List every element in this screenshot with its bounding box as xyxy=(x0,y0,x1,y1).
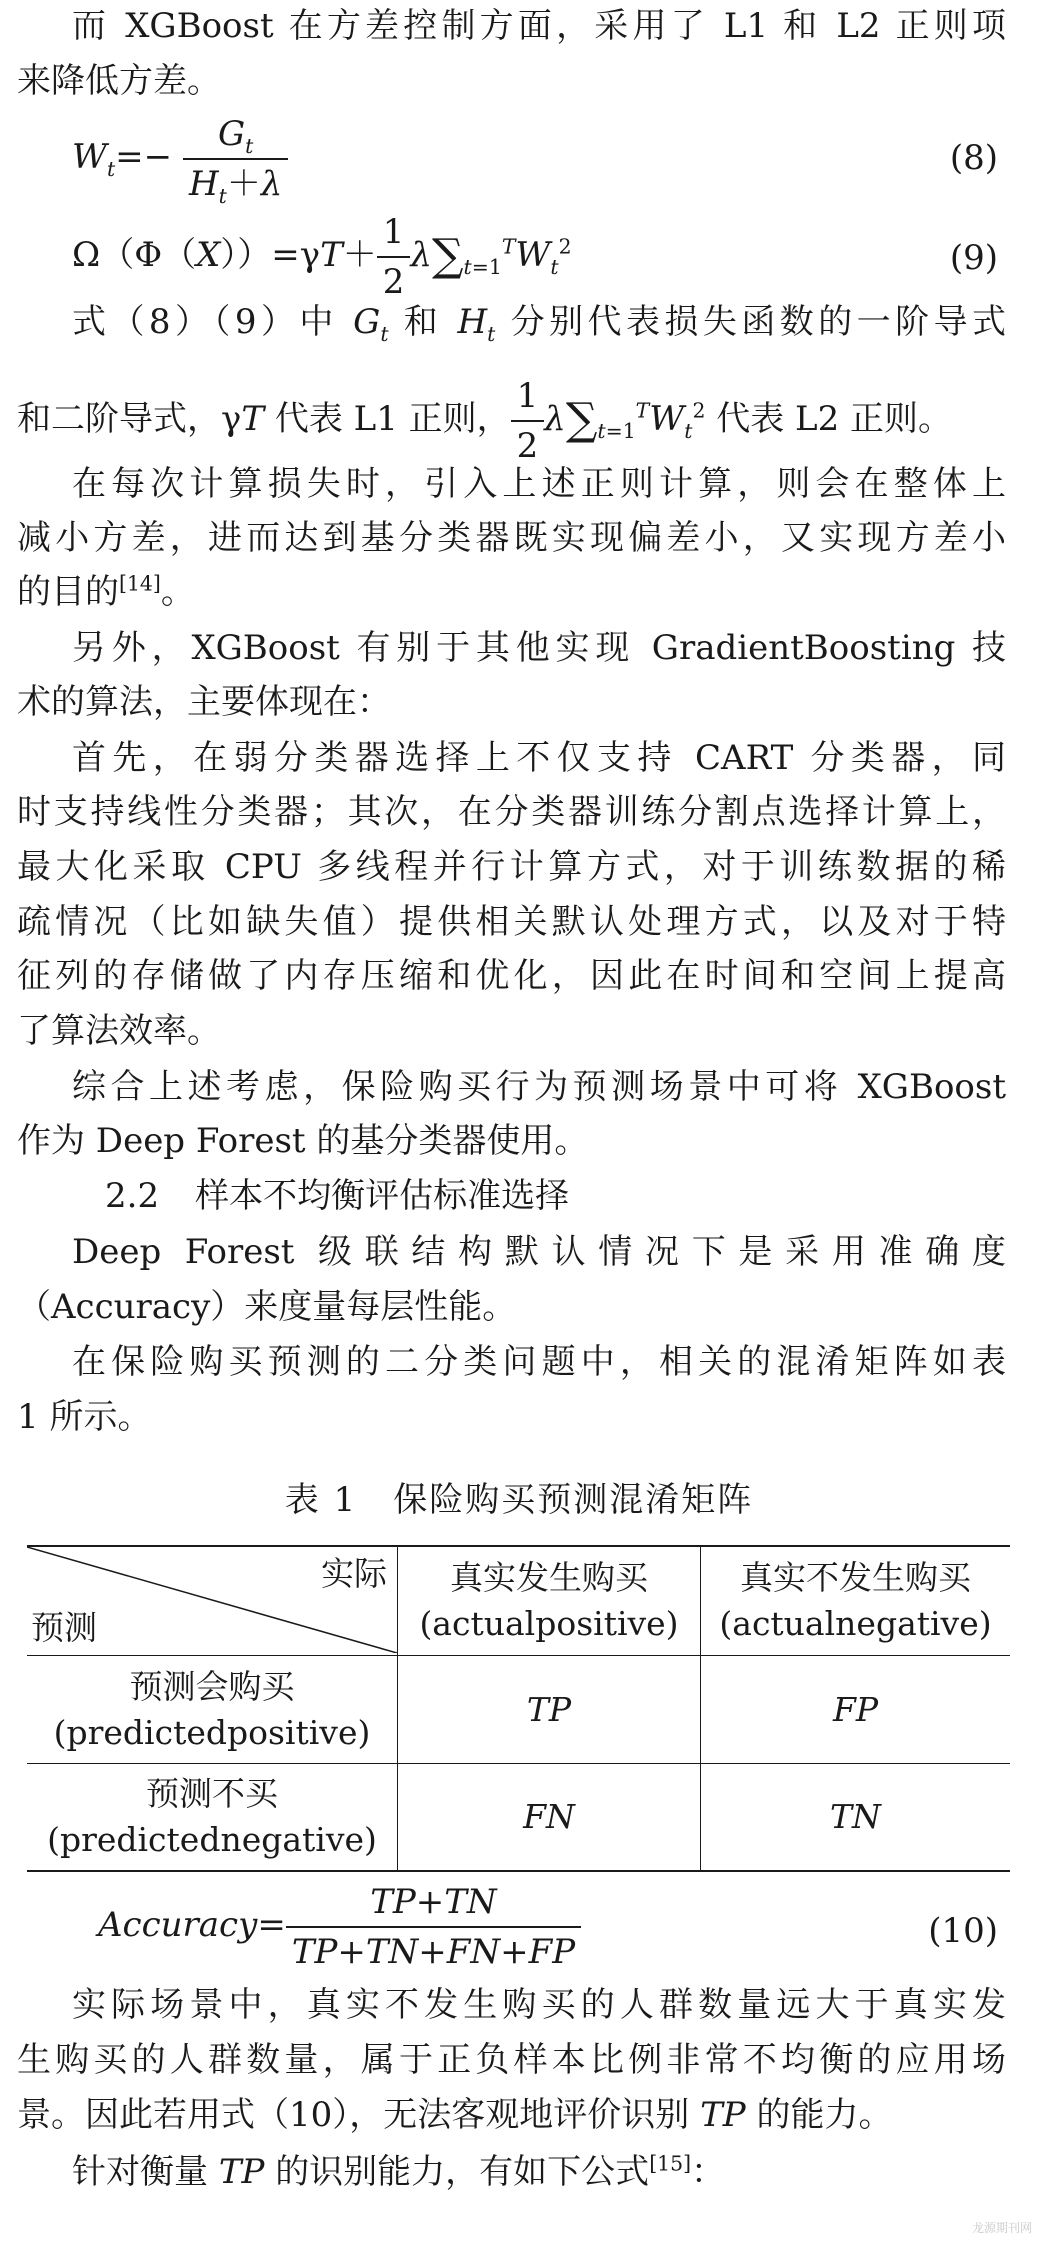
paragraph-line: 而 XGBoost 在方差控制方面，采用了 L1 和 L2 正则项 xyxy=(72,6,1006,46)
watermark: 龙源期刊网 xyxy=(971,2221,1032,2235)
diagonal-header-cell xyxy=(27,1546,398,1656)
paragraph-line: 最大化采取 CPU 多线程并行计算方式，对于训练数据的稀 xyxy=(17,847,1006,887)
section-number: 2.2 xyxy=(105,1176,160,1216)
paragraph-line: 作为 Deep Forest 的基分类器使用。 xyxy=(17,1121,589,1161)
paragraph-line: 的目的[14]。 xyxy=(17,571,195,612)
equation-label: (10) xyxy=(928,1911,998,1951)
citation: [15] xyxy=(649,2151,692,2176)
paragraph-line: Deep Forest 级联结构默认情况下是采用准确度 xyxy=(72,1232,1006,1272)
paragraph-line: 疏情况（比如缺失值）提供相关默认处理方式，以及对于特 xyxy=(17,902,1006,942)
paragraph-line: 1 所示。 xyxy=(17,1397,152,1437)
paragraph-line: 术的算法，主要体现在： xyxy=(17,682,391,722)
equation-8: $W_t=-$ $\frac{G_t}{H_t+\lambda}$ xyxy=(72,112,288,206)
header-actual-negative: 真实不发生购买 (actualnegative) xyxy=(701,1546,1011,1656)
paragraph-line: 实际场景中，真实不发生购买的人群数量远大于真实发 xyxy=(72,1985,1006,2025)
cell-fn: FN xyxy=(398,1764,701,1872)
section-heading xyxy=(105,1172,569,1220)
equation-label: (9) xyxy=(949,238,998,278)
paragraph-line: 征列的存储做了内存压缩和优化，因此在时间和空间上提高 xyxy=(17,956,1006,996)
equation-label: (8) xyxy=(949,138,998,178)
fraction: $\frac{G_t}{H_t+\lambda}$ xyxy=(183,112,288,206)
paragraph-line: 在每次计算损失时，引入上述正则计算，则会在整体上 xyxy=(72,464,1006,504)
cell-tn: TN xyxy=(701,1764,1011,1872)
paragraph-line: 生购买的人群数量，属于正负样本比例非常不均衡的应用场 xyxy=(17,2040,1006,2080)
header-actual: 实际 xyxy=(321,1554,387,1593)
row-header-predicted-positive: 预测会购买 (predictedpositive) xyxy=(27,1656,398,1764)
cell-tp: TP xyxy=(398,1656,701,1764)
row-header-predicted-negative: 预测不买 (predictednegative) xyxy=(27,1764,398,1872)
fraction: $\frac{1}{2}$ xyxy=(511,374,545,468)
paragraph-line: 了算法效率。 xyxy=(17,1011,221,1051)
paragraph-line: 式（8）（9）中 $G_t$ 和 $H_t$ 分别代表损失函数的一阶导式 xyxy=(72,302,1007,346)
section-title: 样本不均衡评估标准选择 xyxy=(195,1176,570,1216)
paragraph-line: （Accuracy）来度量每层性能。 xyxy=(17,1287,517,1327)
paragraph-line: 景。因此若用式（10），无法客观地评价识别 TP 的能力。 xyxy=(17,2095,893,2135)
header-actual-positive: 真实发生购买 (actualpositive) xyxy=(398,1546,701,1656)
paragraph-line: 和二阶导式，γT 代表 L1 正则， $\frac{1}{2}$ $\lambda\sum_{t=1}^TW_t^2$ 代表 L2 正则。 xyxy=(17,376,953,466)
citation: [14] xyxy=(119,571,161,596)
table-caption: 表 1 保险购买预测混淆矩阵 xyxy=(284,1480,754,1520)
paragraph-line: 来降低方差。 xyxy=(17,61,221,101)
paragraph-line: 减小方差，进而达到基分类器既实现偏差小，又实现方差小 xyxy=(17,518,1006,558)
paragraph-line: 针对衡量 TP 的识别能力，有如下公式[15]： xyxy=(72,2151,726,2192)
confusion-matrix-table xyxy=(27,1545,1010,1872)
equation-9: Ω（Φ（X））=γT＋ $\frac{1}{2}$ $\lambda\sum_{t=1}^TW_t^2$ xyxy=(72,212,572,302)
paragraph-line: 时支持线性分类器；其次，在分类器训练分割点选择计算上， xyxy=(17,792,1006,832)
cell-fp: FP xyxy=(701,1656,1011,1764)
equation-10: Accuracy= $\frac{TP+TN}{TP+TN+FN+FP}$ xyxy=(98,1880,581,1974)
paragraph-line: 在保险购买预测的二分类问题中，相关的混淆矩阵如表 xyxy=(72,1342,1006,1382)
paragraph-line: 首先，在弱分类器选择上不仅支持 CART 分类器，同 xyxy=(72,738,1006,778)
table-row xyxy=(27,1764,1010,1872)
paragraph-line: 另外，XGBoost 有别于其他实现 GradientBoosting 技 xyxy=(72,628,1006,668)
paragraph-line: 综合上述考虑，保险购买行为预测场景中可将 XGBoost xyxy=(72,1067,1006,1107)
fraction: $\frac{TP+TN}{TP+TN+FN+FP}$ xyxy=(286,1880,581,1974)
table-row xyxy=(27,1656,1010,1764)
header-predicted: 预测 xyxy=(31,1608,97,1647)
fraction: $\frac{1}{2}$ xyxy=(377,210,411,304)
table-header-row xyxy=(27,1546,1010,1656)
